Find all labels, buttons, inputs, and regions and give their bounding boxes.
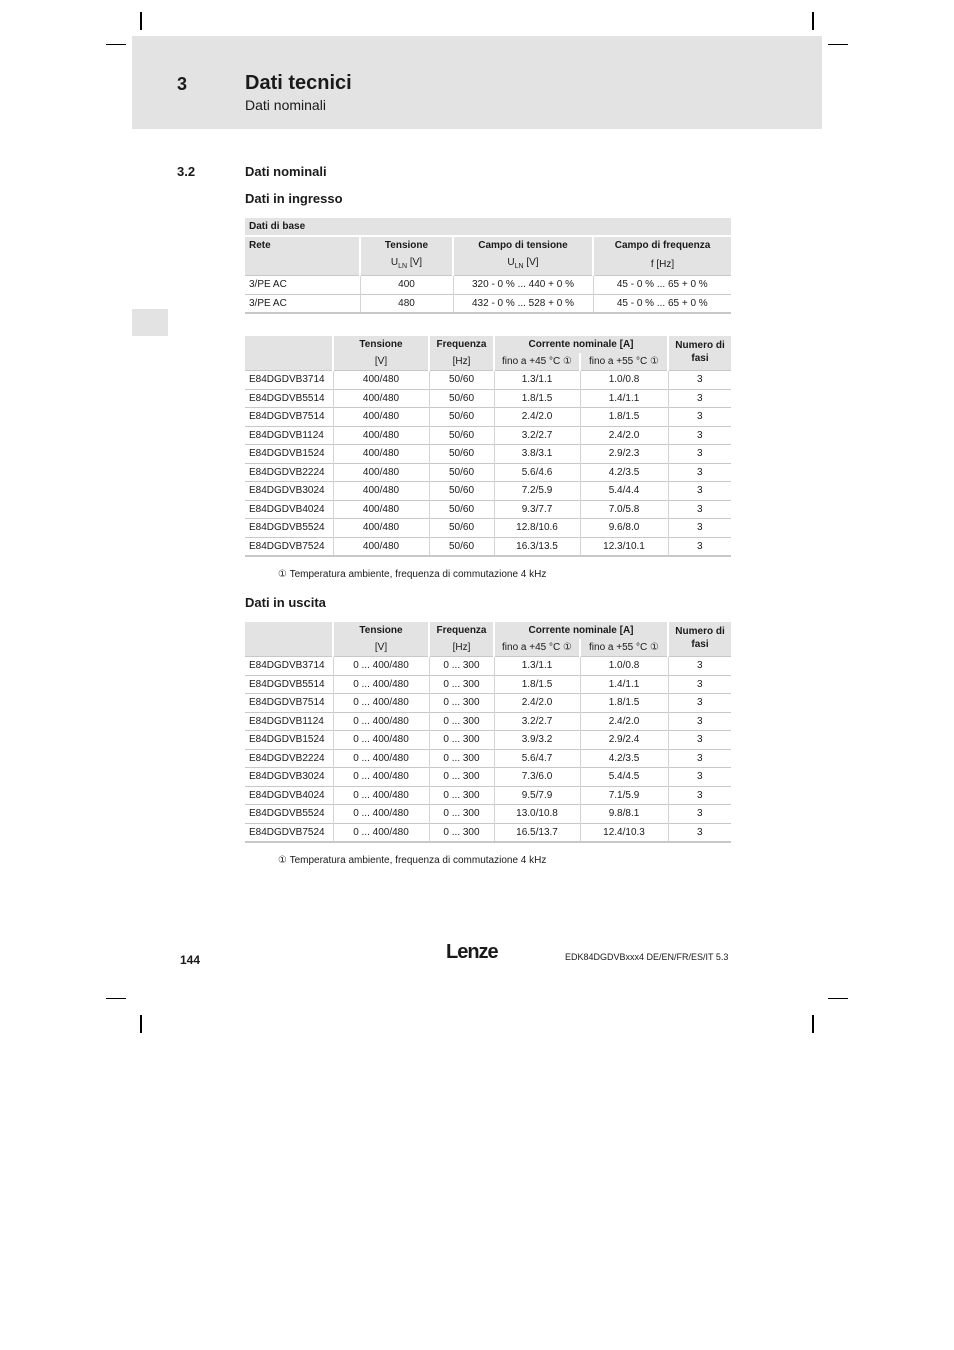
table-cell: 9.6/8.0 — [580, 519, 668, 538]
table-cell: E84DGDVB7514 — [245, 694, 333, 713]
table-cell: 400/480 — [333, 482, 429, 501]
table-cell: 0 ... 300 — [429, 786, 494, 805]
table-cell: 1.4/1.1 — [580, 389, 668, 408]
table-cell: 50/60 — [429, 445, 494, 464]
table-cell: 2.4/2.0 — [494, 408, 580, 427]
table-row — [245, 731, 731, 750]
table-cell: 0 ... 300 — [429, 657, 494, 676]
col-header-frequency: Frequenza — [429, 622, 494, 639]
table-cell: 0 ... 400/480 — [333, 768, 429, 787]
table-cell: 5.4/4.4 — [580, 482, 668, 501]
crop-mark — [140, 1015, 142, 1033]
table-cell: 432 - 0 % ... 528 + 0 % — [453, 294, 593, 313]
table-cell: 3 — [668, 731, 731, 750]
table-cell: 45 - 0 % ... 65 + 0 % — [593, 276, 731, 295]
table-cell: 5.6/4.7 — [494, 749, 580, 768]
table-cell: 3 — [668, 694, 731, 713]
table-row — [245, 675, 731, 694]
table-cell: 400/480 — [333, 537, 429, 556]
table-row — [245, 537, 731, 556]
unit-campo-tensione: $U_{LN}$ [V] — [453, 254, 593, 276]
col-header-frequency: Frequenza — [429, 336, 494, 353]
table-cell: 2.4/2.0 — [494, 694, 580, 713]
table-cell: 1.3/1.1 — [494, 657, 580, 676]
table-cell: E84DGDVB3714 — [245, 371, 333, 390]
table-cell: E84DGDVB3714 — [245, 657, 333, 676]
chapter-number: 3 — [177, 74, 188, 94]
table-cell: 3.9/3.2 — [494, 731, 580, 750]
crop-mark — [828, 44, 848, 45]
col-header-voltage: Tensione — [333, 336, 429, 353]
table-cell: 320 - 0 % ... 440 + 0 % — [453, 276, 593, 295]
unit-rete — [245, 254, 360, 276]
unit-voltage: [V] — [333, 639, 429, 657]
table-cell: 16.5/13.7 — [494, 823, 580, 842]
unit-frequency: [Hz] — [429, 639, 494, 657]
chapter-header-band — [132, 36, 822, 129]
input-data-table — [245, 336, 731, 557]
table-row — [245, 294, 731, 313]
table-cell: E84DGDVB4024 — [245, 500, 333, 519]
chapter-subtitle: Dati nominali — [245, 97, 326, 113]
table-cell: E84DGDVB2224 — [245, 463, 333, 482]
table-cell: E84DGDVB5514 — [245, 389, 333, 408]
table-cell: 3 — [668, 537, 731, 556]
table-cell: 400/480 — [333, 371, 429, 390]
table-cell: 3.2/2.7 — [494, 426, 580, 445]
table-cell: 50/60 — [429, 371, 494, 390]
table-cell: 3 — [668, 805, 731, 824]
col-header-rete: Rete — [245, 236, 360, 254]
table-row — [245, 519, 731, 538]
table-cell: 3 — [668, 657, 731, 676]
table-cell: 3 — [668, 786, 731, 805]
table-cell: 3 — [668, 389, 731, 408]
table-cell: 3 — [668, 445, 731, 464]
table-cell: 1.8/1.5 — [580, 694, 668, 713]
table-row — [245, 445, 731, 464]
table-cell: E84DGDVB1524 — [245, 445, 333, 464]
table-cell: 3 — [668, 371, 731, 390]
table-cell: 400/480 — [333, 389, 429, 408]
table-row — [245, 768, 731, 787]
output-data-rows — [245, 657, 731, 843]
table-cell: 50/60 — [429, 500, 494, 519]
chapter-title: Dati tecnici — [245, 72, 352, 94]
table-cell: 0 ... 400/480 — [333, 749, 429, 768]
unit-voltage: [V] — [333, 353, 429, 371]
table-cell: 0 ... 400/480 — [333, 786, 429, 805]
col-header-voltage: Tensione — [333, 622, 429, 639]
col-header-model — [245, 336, 333, 353]
table-cell: 2.4/2.0 — [580, 426, 668, 445]
table-cell: 0 ... 400/480 — [333, 823, 429, 842]
table-cell: E84DGDVB3024 — [245, 482, 333, 501]
table-row — [245, 805, 731, 824]
table-cell: 3 — [668, 426, 731, 445]
table-cell: E84DGDVB5524 — [245, 805, 333, 824]
table-cell: 7.0/5.8 — [580, 500, 668, 519]
table-cell: 400/480 — [333, 408, 429, 427]
unit-frequency: [Hz] — [429, 353, 494, 371]
table-cell: 1.8/1.5 — [580, 408, 668, 427]
table-cell: 4.2/3.5 — [580, 463, 668, 482]
table-cell: 50/60 — [429, 537, 494, 556]
unit-model — [245, 639, 333, 657]
table-cell: E84DGDVB1124 — [245, 426, 333, 445]
table-cell: 50/60 — [429, 463, 494, 482]
table-cell: 480 — [360, 294, 453, 313]
table-cell: 0 ... 300 — [429, 749, 494, 768]
table-row — [245, 482, 731, 501]
table-cell: 2.9/2.4 — [580, 731, 668, 750]
table-row — [245, 463, 731, 482]
table-cell: 50/60 — [429, 408, 494, 427]
table-cell: 1.0/0.8 — [580, 371, 668, 390]
col-header-current: Corrente nominale [A] — [494, 622, 668, 639]
table-cell: 3.8/3.1 — [494, 445, 580, 464]
crop-mark — [140, 12, 142, 30]
unit-campo-frequenza: f [Hz] — [593, 254, 731, 276]
document-id: EDK84DGDVBxxx4 DE/EN/FR/ES/IT 5.3 — [565, 952, 729, 962]
unit-current-55: fino a +55 °C ① — [580, 639, 668, 657]
table-row — [245, 389, 731, 408]
table-cell: 12.8/10.6 — [494, 519, 580, 538]
col-header-phases: Numero di fasi — [668, 622, 731, 657]
table-cell: E84DGDVB1124 — [245, 712, 333, 731]
table-cell: 400/480 — [333, 463, 429, 482]
unit-model — [245, 353, 333, 371]
table-row — [245, 371, 731, 390]
table-row — [245, 276, 731, 295]
table-cell: 3 — [668, 823, 731, 842]
table-cell: 400/480 — [333, 426, 429, 445]
table-row — [245, 500, 731, 519]
table-cell: 400/480 — [333, 500, 429, 519]
table-cell: 1.4/1.1 — [580, 675, 668, 694]
table-cell: 0 ... 400/480 — [333, 712, 429, 731]
table-row — [245, 786, 731, 805]
unit-current-55: fino a +55 °C ① — [580, 353, 668, 371]
table-cell: 7.3/6.0 — [494, 768, 580, 787]
table-row — [245, 426, 731, 445]
table-cell: 0 ... 400/480 — [333, 675, 429, 694]
table-cell: E84DGDVB3024 — [245, 768, 333, 787]
output-data-title: Dati in uscita — [245, 595, 326, 610]
input-data-rows — [245, 371, 731, 557]
table-cell: 50/60 — [429, 426, 494, 445]
table-cell: 0 ... 300 — [429, 805, 494, 824]
table-cell: 0 ... 400/480 — [333, 657, 429, 676]
table-row — [245, 408, 731, 427]
chapter-side-tab — [132, 309, 168, 336]
table-cell: 3 — [668, 519, 731, 538]
table-cell: E84DGDVB1524 — [245, 731, 333, 750]
table-cell: 0 ... 300 — [429, 823, 494, 842]
table-cell: 50/60 — [429, 519, 494, 538]
col-header-phases: Numero di fasi — [668, 336, 731, 371]
table-cell: 0 ... 400/480 — [333, 731, 429, 750]
table-cell: 1.0/0.8 — [580, 657, 668, 676]
table-cell: E84DGDVB4024 — [245, 786, 333, 805]
table-cell: 9.3/7.7 — [494, 500, 580, 519]
table-cell: 0 ... 400/480 — [333, 805, 429, 824]
section-number: 3.2 — [177, 164, 196, 179]
table-cell: 9.5/7.9 — [494, 786, 580, 805]
table-cell: 50/60 — [429, 389, 494, 408]
table-cell: E84DGDVB7524 — [245, 537, 333, 556]
table-cell: E84DGDVB7524 — [245, 823, 333, 842]
base-data-title: Dati di base — [249, 221, 306, 232]
table-cell: 3 — [668, 500, 731, 519]
col-header-tensione: Tensione — [360, 236, 453, 254]
crop-mark — [828, 998, 848, 999]
unit-current-45: fino a +45 °C ① — [494, 639, 580, 657]
unit-current-45: fino a +45 °C ① — [494, 353, 580, 371]
table-cell: 3 — [668, 749, 731, 768]
crop-mark — [812, 1015, 814, 1033]
table-cell: 7.2/5.9 — [494, 482, 580, 501]
table-cell: 0 ... 400/480 — [333, 694, 429, 713]
table-cell: 4.2/3.5 — [580, 749, 668, 768]
table-cell: 0 ... 300 — [429, 675, 494, 694]
col-header-campo-tensione: Campo di tensione — [453, 236, 593, 254]
base-data-table — [245, 218, 731, 314]
table-row — [245, 694, 731, 713]
table-cell: 3 — [668, 768, 731, 787]
table-cell: 400/480 — [333, 445, 429, 464]
crop-mark — [106, 44, 126, 45]
table-cell: 12.4/10.3 — [580, 823, 668, 842]
table-cell: E84DGDVB5524 — [245, 519, 333, 538]
input-data-title: Dati in ingresso — [245, 191, 343, 206]
table-row — [245, 823, 731, 842]
table-cell: 13.0/10.8 — [494, 805, 580, 824]
table-cell: 0 ... 300 — [429, 694, 494, 713]
table-cell: 0 ... 300 — [429, 712, 494, 731]
page-number: 144 — [180, 953, 201, 967]
table-cell: 5.4/4.5 — [580, 768, 668, 787]
base-data-rows — [245, 276, 731, 314]
table-row — [245, 657, 731, 676]
table-cell: 3 — [668, 712, 731, 731]
table-cell: 1.8/1.5 — [494, 389, 580, 408]
col-header-campo-frequenza: Campo di frequenza — [593, 236, 731, 254]
table-cell: 3 — [668, 463, 731, 482]
table-cell: E84DGDVB5514 — [245, 675, 333, 694]
table-cell: 3/PE AC — [245, 294, 360, 313]
table-cell: 400/480 — [333, 519, 429, 538]
table-row — [245, 749, 731, 768]
crop-mark — [106, 998, 126, 999]
table-cell: 45 - 0 % ... 65 + 0 % — [593, 294, 731, 313]
table-cell: 1.3/1.1 — [494, 371, 580, 390]
crop-mark — [812, 12, 814, 30]
table-cell: E84DGDVB2224 — [245, 749, 333, 768]
table-cell: 1.8/1.5 — [494, 675, 580, 694]
lenze-logo: Lenze — [446, 941, 498, 963]
table-cell: 0 ... 300 — [429, 731, 494, 750]
unit-tensione: $U_{LN}$ [V] — [360, 254, 453, 276]
table-cell: 3 — [668, 482, 731, 501]
table-cell: E84DGDVB7514 — [245, 408, 333, 427]
table-cell: 3/PE AC — [245, 276, 360, 295]
section-title: Dati nominali — [245, 164, 327, 179]
table-cell: 0 ... 300 — [429, 768, 494, 787]
output-data-table — [245, 622, 731, 843]
output-footnote: ① Temperatura ambiente, frequenza di commutazione 4 kHz — [278, 855, 547, 866]
table-cell: 400 — [360, 276, 453, 295]
table-cell: 5.6/4.6 — [494, 463, 580, 482]
table-cell: 3.2/2.7 — [494, 712, 580, 731]
table-cell: 2.9/2.3 — [580, 445, 668, 464]
table-cell: 9.8/8.1 — [580, 805, 668, 824]
table-row — [245, 712, 731, 731]
table-cell: 7.1/5.9 — [580, 786, 668, 805]
col-header-model — [245, 622, 333, 639]
input-footnote: ① Temperatura ambiente, frequenza di commutazione 4 kHz — [278, 569, 547, 580]
table-cell: 12.3/10.1 — [580, 537, 668, 556]
table-cell: 50/60 — [429, 482, 494, 501]
table-cell: 16.3/13.5 — [494, 537, 580, 556]
table-cell: 2.4/2.0 — [580, 712, 668, 731]
table-cell: 3 — [668, 408, 731, 427]
col-header-current: Corrente nominale [A] — [494, 336, 668, 353]
table-cell: 3 — [668, 675, 731, 694]
